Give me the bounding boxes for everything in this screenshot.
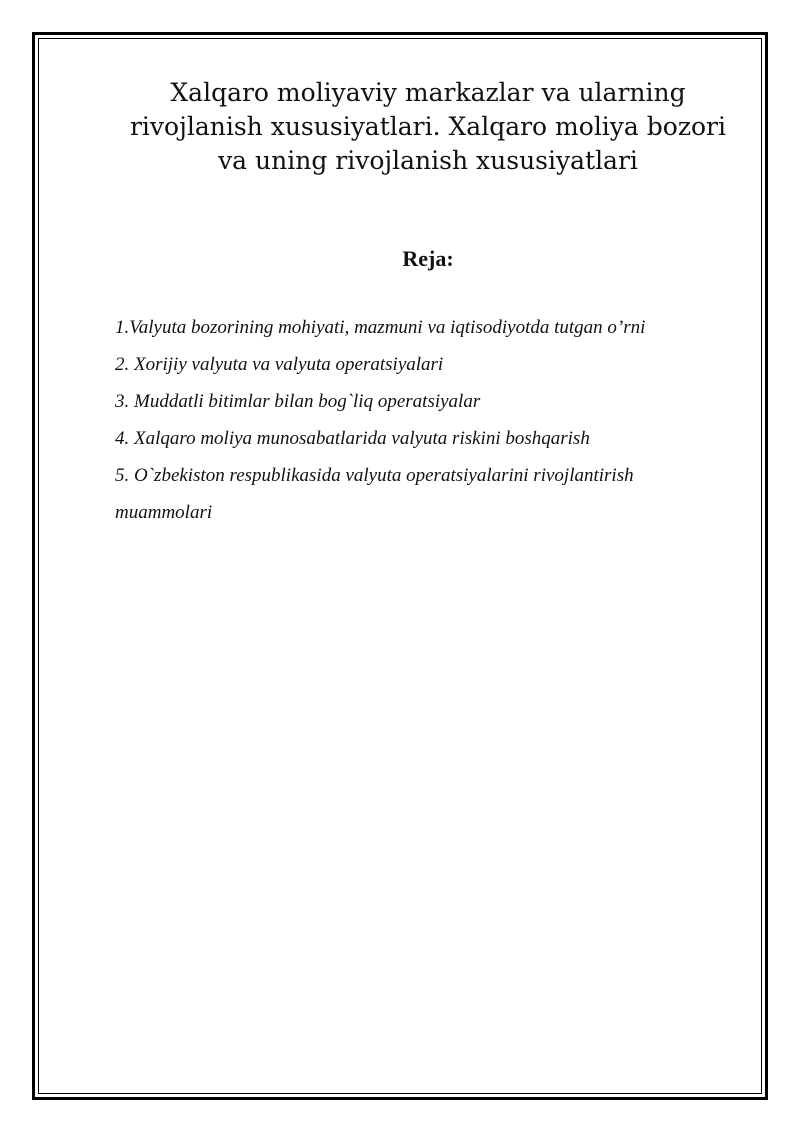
plan-item-2: 2. Xorijiy valyuta va valyuta operatsiyalari (115, 354, 444, 375)
title-line-3: va uning rivojlanish xususiyatlari (218, 146, 638, 175)
plan-heading: Reja: (402, 246, 454, 271)
plan-list (115, 309, 725, 531)
title-line-1: Xalqaro moliyaviy markazlar va ularning (170, 78, 686, 107)
plan-item-1: 1.Valyuta bozorining mohiyati, mazmuni va iqtisodiyotda tutgan o’rni (115, 317, 646, 338)
page-border-inner (38, 38, 762, 1094)
plan-item-4: 4. Xalqaro moliya munosabatlarida valyuta riskini boshqarish (115, 428, 590, 449)
plan-item-3: 3. Muddatli bitimlar bilan bog`liq operatsiyalar (115, 391, 481, 412)
page-border (32, 32, 768, 1100)
plan-item-5-continuation: muammolari (115, 502, 213, 523)
document-title (100, 76, 756, 178)
title-line-2: rivojlanish xususiyatlari. Xalqaro moliya bozori (129, 112, 727, 141)
plan-item-5: 5. O`zbekiston respublikasida valyuta operatsiyalarini rivojlantirish (115, 465, 634, 486)
